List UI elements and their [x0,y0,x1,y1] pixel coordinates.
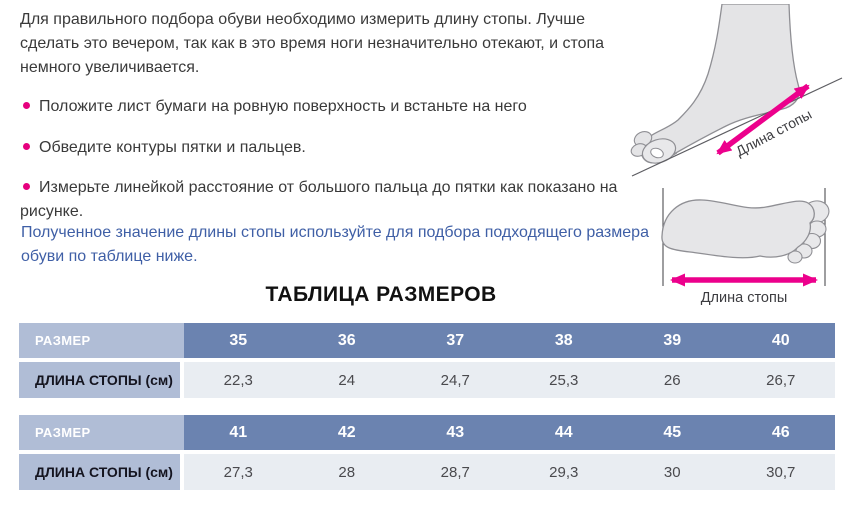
length-cell: 28 [293,454,402,490]
list-item [20,176,620,224]
size-cell: 36 [293,323,402,358]
length-cell: 29,3 [510,454,619,490]
length-cell: 24 [293,362,402,398]
row-header-length: ДЛИНА СТОПЫ (см) [19,362,180,398]
size-cell: 40 [727,323,836,358]
size-cell: 42 [293,415,402,450]
row-header-size: РАЗМЕР [19,323,184,358]
size-cell: 37 [401,323,510,358]
footprint-sole-shape [662,200,814,258]
length-cell: 22,3 [184,362,293,398]
bullet-text: Обведите контуры пятки и пальцев. [39,139,306,156]
length-cell: 26,7 [727,362,836,398]
bullet-text: Положите лист бумаги на ровную поверхность и встаньте на него [39,98,527,115]
size-cell: 35 [184,323,293,358]
size-table-title: ТАБЛИЦА РАЗМЕРОВ [265,283,497,306]
length-cell: 30 [618,454,727,490]
size-table-35-40 [19,323,835,398]
length-cell: 25,3 [510,362,619,398]
table-row-lengths [19,362,835,398]
size-cell: 44 [510,415,619,450]
foot-length-label: Длина стопы [700,290,788,306]
length-cell: 26 [618,362,727,398]
table-row-lengths [19,454,835,490]
length-cell: 27,3 [184,454,293,490]
size-table-41-46 [19,415,835,490]
intro-paragraph: Для правильного подбора обуви необходимо измерить длину стопы. Лучше сделать это вечером, так как в это время ноги незначительно отекают, и стопа немного увеличивается. [20,11,605,76]
length-cell: 30,7 [727,454,836,490]
size-cell: 45 [618,415,727,450]
size-cell: 46 [727,415,836,450]
size-cell: 39 [618,323,727,358]
bullet-icon [23,102,30,109]
bullet-icon [23,143,30,150]
list-item [20,136,622,160]
row-header-length: ДЛИНА СТОПЫ (см) [19,454,180,490]
length-cell: 28,7 [401,454,510,490]
table-row-sizes [19,415,835,450]
bullet-icon [23,183,30,190]
foot-side-view-illustration [626,4,848,184]
table-row-sizes [19,323,835,358]
note-text: Полученное значение длины стопы используйте для подбора подходящего размера обуви по таблице ниже. [21,224,649,265]
size-cell: 41 [184,415,293,450]
bullet-text: Измерьте линейкой расстояние от большого пальца до пятки как показано на рисунке. [20,179,618,220]
foot-length-label: Длина стопы [733,105,815,160]
size-cell: 38 [510,323,619,358]
row-header-size: РАЗМЕР [19,415,184,450]
list-item [20,95,622,119]
size-cell: 43 [401,415,510,450]
length-cell: 24,7 [401,362,510,398]
